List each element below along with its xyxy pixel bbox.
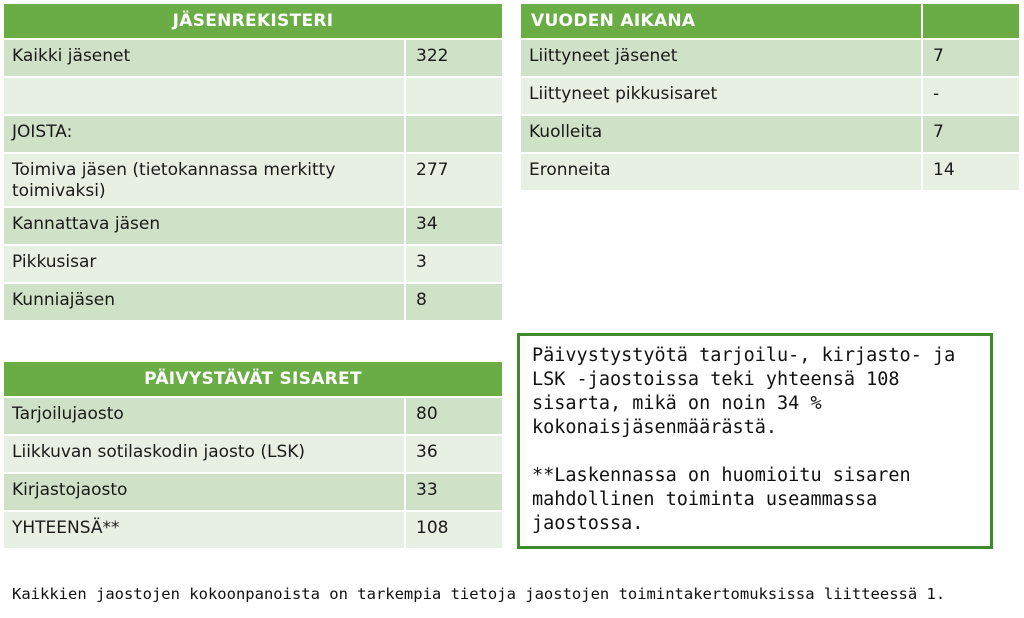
row-value: [406, 78, 502, 114]
row-label: Kirjastojaosto: [4, 474, 404, 510]
row-label: Kannattava jäsen: [4, 208, 404, 244]
table-row: [4, 246, 502, 282]
table-row: [4, 154, 502, 206]
row-value: 277: [406, 154, 502, 206]
during-year-header-empty: [923, 4, 1019, 38]
duty-sisters-header: PÄIVYSTÄVÄT SISARET: [4, 362, 502, 396]
note-paragraph-footnote: **Laskennassa on huomioitu sisaren mahdollinen toiminta useammassa jaostossa.: [532, 465, 911, 534]
duty-sisters-table: [2, 360, 504, 550]
row-label: Liittyneet jäsenet: [521, 40, 921, 76]
during-year-table: [519, 2, 1021, 192]
row-value: 33: [406, 474, 502, 510]
during-year-header: VUODEN AIKANA: [521, 4, 921, 38]
row-value: 14: [923, 154, 1019, 190]
row-value: 322: [406, 40, 502, 76]
row-label: [4, 78, 404, 114]
row-value: 108: [406, 512, 502, 548]
table-row: [4, 398, 502, 434]
row-label: YHTEENSÄ**: [4, 512, 404, 548]
row-label: Liikkuvan sotilaskodin jaosto (LSK): [4, 436, 404, 472]
table-row: [4, 116, 502, 152]
row-label: Pikkusisar: [4, 246, 404, 282]
row-value: [406, 116, 502, 152]
row-label: Kaikki jäsenet: [4, 40, 404, 76]
row-label: Eronneita: [521, 154, 921, 190]
table-row: [521, 78, 1019, 114]
table-row: [4, 284, 502, 320]
row-value: 3: [406, 246, 502, 282]
table-row: [4, 78, 502, 114]
table-row: [521, 154, 1019, 190]
row-value: 34: [406, 208, 502, 244]
table-row: [4, 512, 502, 548]
row-label: Liittyneet pikkusisaret: [521, 78, 921, 114]
row-value: 8: [406, 284, 502, 320]
row-value: 7: [923, 116, 1019, 152]
row-value: 7: [923, 40, 1019, 76]
row-label: Tarjoilujaosto: [4, 398, 404, 434]
row-label: JOISTA:: [4, 116, 404, 152]
row-label: Toimiva jäsen (tietokannassa merkitty toimivaksi): [4, 154, 404, 206]
row-value: 36: [406, 436, 502, 472]
table-row: [4, 474, 502, 510]
table-row: [521, 40, 1019, 76]
table-row: [521, 116, 1019, 152]
note-paragraph-duty: Päivystystyötä tarjoilu-, kirjasto- ja LSK -jaostoissa teki yhteensä 108 sisarta, mikä on noin 34 % kokonaisjäsenmäärästä.: [532, 345, 956, 438]
note-box: [517, 333, 993, 549]
member-register-header: JÄSENREKISTERI: [4, 4, 502, 38]
member-register-table: [2, 2, 504, 322]
table-row: [4, 208, 502, 244]
row-value: -: [923, 78, 1019, 114]
table-row: [4, 436, 502, 472]
row-value: 80: [406, 398, 502, 434]
footer-text: Kaikkien jaostojen kokoonpanoista on tarkempia tietoja jaostojen toimintakertomuksissa liitteessä 1.: [12, 585, 946, 603]
row-label: Kuolleita: [521, 116, 921, 152]
table-row: [4, 40, 502, 76]
row-label: Kunniajäsen: [4, 284, 404, 320]
